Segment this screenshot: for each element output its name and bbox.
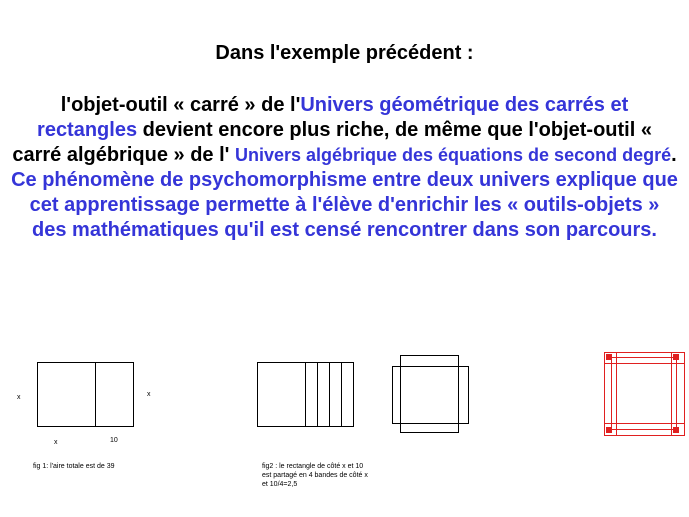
fig3-diagram bbox=[393, 356, 469, 433]
fig4-diagram bbox=[605, 353, 685, 436]
fig1-caption: fig 1: l'aire totale est de 39 bbox=[33, 463, 115, 470]
fig1-label-x-bottom: x bbox=[54, 439, 58, 446]
p1-segment-3: devient encore plus riche, de même que l'objet-outil « carré algébrique » de l' bbox=[12, 119, 652, 166]
fig4-inner-square bbox=[612, 358, 677, 430]
fig1-rectangle bbox=[38, 363, 134, 427]
p1-geometric-universe: Univers géométrique des carrés et rectangles bbox=[37, 94, 629, 141]
fig2-caption-line-1: fig2 : le rectangle de côté x et 10 bbox=[262, 463, 364, 470]
p1-segment-5: . bbox=[671, 144, 677, 166]
fig4-handle-bottom-left bbox=[606, 427, 612, 433]
fig4-handle-top-left bbox=[606, 354, 612, 360]
fig1-diagram bbox=[38, 363, 134, 427]
fig2-diagram bbox=[258, 363, 354, 427]
p1-algebraic-universe: Univers algébrique des équations de second degré bbox=[234, 145, 672, 165]
p1-segment-1: l'objet-outil « carré » de l' bbox=[60, 94, 301, 116]
fig1-label-x-left: x bbox=[17, 394, 21, 401]
paragraph-2: Ce phénomène de psychomorphisme entre deux univers explique que cet apprentissage permette à l'élève d'enrichir les « outils-objets » des mathématiques qu'il est censé rencontrer dans son parcours. bbox=[11, 169, 678, 241]
fig4-handle-bottom-right bbox=[673, 427, 679, 433]
fig2-caption-line-2: est partagé en 4 bandes de côté x bbox=[262, 472, 368, 479]
fig1-label-10: 10 bbox=[110, 437, 118, 444]
fig3-square-vertical bbox=[401, 356, 459, 433]
page-title: Dans l'exemple précédent : bbox=[215, 42, 474, 64]
fig4-handle-top-right bbox=[673, 354, 679, 360]
fig3-square-horizontal bbox=[393, 367, 469, 424]
fig1-label-x-right: x bbox=[147, 391, 151, 398]
fig2-caption-line-3: et 10/4=2,5 bbox=[262, 481, 298, 488]
